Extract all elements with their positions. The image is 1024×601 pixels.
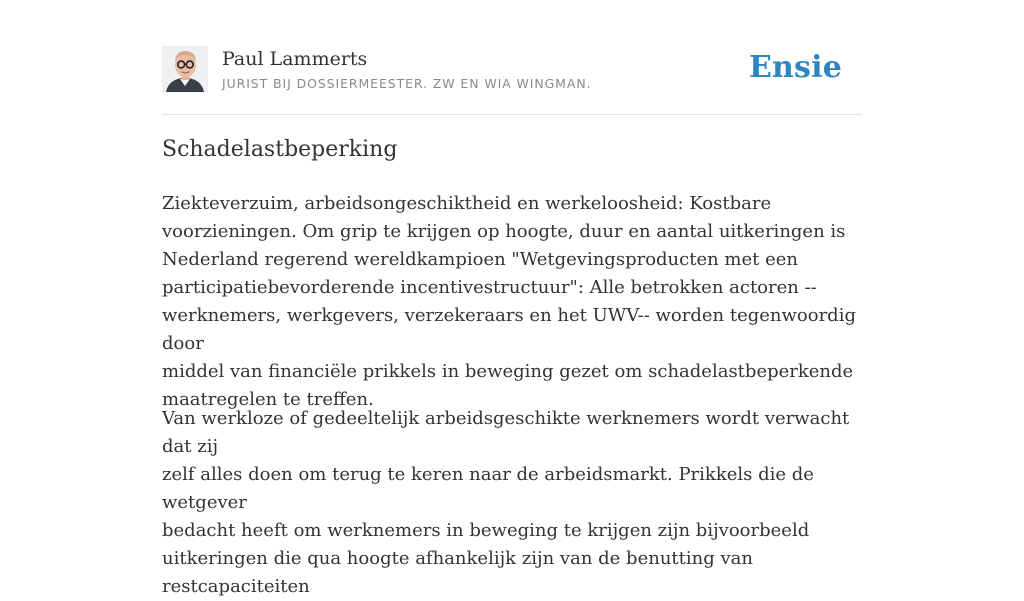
paragraph-line: Van werkloze of gedeeltelijk arbeidsgeschikte werknemers wordt verwacht dat zij (162, 408, 850, 457)
author-bio: JURIST BIJ DOSSIERMEESTER. ZW EN WIA WINGMAN. (222, 76, 592, 91)
paragraph-line: werknemers, werkgevers, verzekeraars en het UWV-- worden tegenwoordig door (162, 305, 856, 354)
article-paragraph (162, 190, 862, 414)
author-name[interactable]: Paul Lammerts (222, 48, 368, 70)
paragraph-line: zelf alles doen om terug te keren naar de arbeidsmarkt. Prikkels die de wetgever (162, 464, 814, 513)
author-avatar[interactable] (162, 46, 208, 92)
article-paragraph (162, 405, 862, 601)
paragraph-line: Nederland regerend wereldkampioen "Wetgevingsproducten met een (162, 249, 799, 270)
paragraph-line: middel van financiële prikkels in beweging gezet om schadelastbeperkende (162, 361, 854, 382)
paragraph-line: participatiebevorderende incentivestructuur": Alle betrokken actoren -- (162, 277, 817, 298)
paragraph-line: voorzieningen. Om grip te krijgen op hoogte, duur en aantal uitkeringen is (162, 221, 846, 242)
article-page (162, 0, 862, 597)
paragraph-line: bedacht heeft om werknemers in beweging te krijgen zijn bijvoorbeeld (162, 520, 810, 541)
paragraph-line: uitkeringen die qua hoogte afhankelijk zijn van de benutting van restcapaciteiten (162, 548, 753, 597)
paragraph-line: maatregelen te treffen. (162, 389, 374, 410)
article-title: Schadelastbeperking (162, 137, 398, 162)
author-header (162, 44, 862, 115)
author-portrait-icon (162, 46, 208, 92)
ensie-logo-link[interactable]: Ensie (748, 50, 842, 85)
paragraph-line: Ziekteverzuim, arbeidsongeschiktheid en werkeloosheid: Kostbare (162, 193, 772, 214)
